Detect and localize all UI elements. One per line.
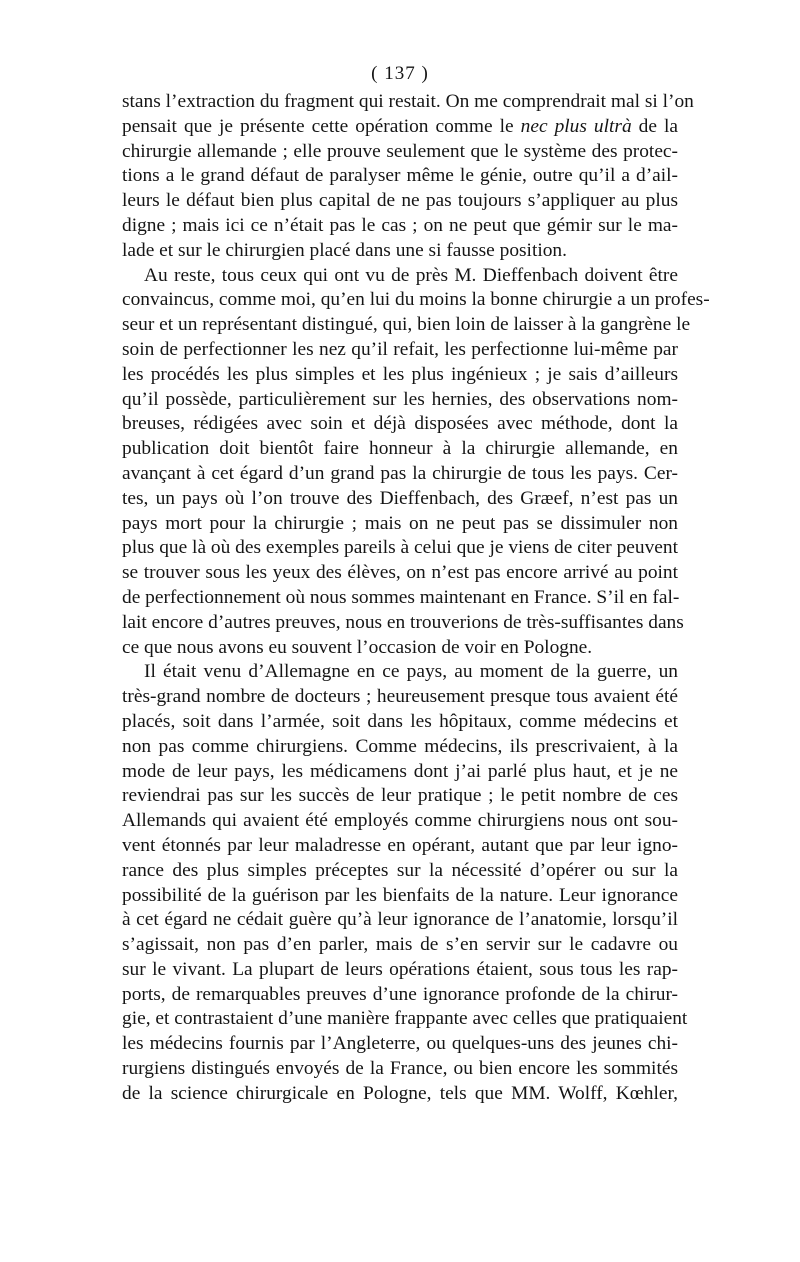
text-line: rance des plus simples préceptes sur la nécessité d’opérer ou sur la (122, 859, 678, 881)
text-line: Allemands qui avaient été employés comme chirurgiens nous ont sou- (122, 810, 678, 832)
text-line: qu’il possède, particulièrement sur les hernies, des observations nom- (122, 388, 678, 410)
text-line: digne ; mais ici ce n’était pas le cas ; on ne peut que gémir sur le ma- (122, 214, 678, 236)
text-line: leurs le défaut bien plus capital de ne pas toujours s’appliquer au plus (122, 190, 678, 212)
text-line: lait encore d’autres preuves, nous en trouverions de très-suffisantes dans (122, 611, 684, 633)
text-line: de la science chirurgicale en Pologne, tels que MM. Wolff, Kœhler, (122, 1082, 678, 1104)
text-line: sur le vivant. La plupart de leurs opérations étaient, sous tous les rap- (122, 958, 678, 980)
page-number: ( 137 ) (371, 63, 429, 84)
paragraph (122, 660, 688, 1106)
text-line: gie, et contrastaient d’une manière frappante avec celles que pratiquaient (122, 1008, 688, 1030)
text-line: plus que là où des exemples pareils à celui que je viens de citer peuvent (122, 537, 678, 559)
text-line: lade et sur le chirurgien placé dans une si fausse position. (122, 239, 567, 261)
text-line: avançant à cet égard d’un grand pas la chirurgie de tous les pays. Cer- (122, 462, 678, 484)
text-line: Au reste, tous ceux qui ont vu de près M. Dieffenbach doivent être (144, 264, 678, 286)
text-line: mode de leur pays, les médicamens dont j’ai parlé plus haut, et je ne (122, 760, 678, 782)
text-line: seur et un représentant distingué, qui, bien loin de laisser à la gangrène le (122, 314, 691, 336)
text-line: breuses, rédigées avec soin et déjà disposées avec méthode, dont la (122, 413, 678, 435)
text-line: tions a le grand défaut de paralyser même le génie, outre qu’il a d’ail- (122, 165, 678, 187)
text-line: stans l’extraction du fragment qui restait. On me comprendrait mal si l’on (122, 91, 694, 112)
text-line: les médecins fournis par l’Angleterre, ou quelques-uns des jeunes chi- (122, 1033, 678, 1055)
text-line: possibilité de la guérison par les bienfaits de la nature. Leur ignorance (122, 884, 678, 906)
italic-phrase: nec plus ultrà (520, 115, 632, 137)
text-line: à cet égard ne cédait guère qu’à leur ignorance de l’anatomie, lorsqu’il (122, 909, 678, 931)
text-line: très-grand nombre de docteurs ; heureusement presque tous avaient été (122, 686, 678, 708)
text-line: se trouver sous les yeux des élèves, on n’est pas encore arrivé au point (122, 562, 678, 584)
paragraph (122, 264, 710, 661)
text-line: reviendrai pas sur les succès de leur pratique ; le petit nombre de ces (122, 785, 678, 807)
text-line: tes, un pays où l’on trouve des Dieffenbach, des Græef, n’est pas un (122, 487, 678, 509)
paragraph (122, 90, 694, 264)
text-line: ports, de remarquables preuves d’une ignorance profonde de la chirur- (122, 983, 678, 1005)
text-line: ce que nous avons eu souvent l’occasion de voir en Pologne. (122, 636, 593, 658)
text-line: Il était venu d’Allemagne en ce pays, au moment de la guerre, un (144, 661, 678, 683)
text-line: soin de perfectionner les nez qu’il refait, les perfectionne lui-même par (122, 338, 678, 360)
text-line: les procédés les plus simples et les plus ingénieux ; je sais d’ailleurs (122, 363, 678, 385)
text-line: chirurgie allemande ; elle prouve seulement que le système des protec- (122, 140, 678, 162)
text-line: convaincus, comme moi, qu’en lui du moins la bonne chirurgie a un profes- (122, 289, 710, 311)
text-line: s’agissait, non pas d’en parler, mais de s’en servir sur le cadavre ou (122, 934, 678, 956)
text-line: pensait que je présente cette opération comme le nec plus ultrà de la (122, 115, 679, 137)
text-line: publication doit bientôt faire honneur à la chirurgie allemande, en (122, 438, 678, 460)
text-line: vent étonnés par leur maladresse en opérant, autant que par leur igno- (122, 834, 678, 856)
body-text (122, 90, 710, 1107)
text-line: non pas comme chirurgiens. Comme médecins, ils prescrivaient, à la (122, 735, 678, 757)
text-line: de perfectionnement où nous sommes maintenant en France. S’il en fal- (122, 586, 680, 608)
text-line: pays mort pour la chirurgie ; mais on ne peut pas se dissimuler non (122, 512, 678, 534)
text-line: rurgiens distingués envoyés de la France, ou bien encore les sommités (122, 1058, 678, 1080)
text-line: placés, soit dans l’armée, soit dans les hôpitaux, comme médecins et (122, 710, 678, 732)
